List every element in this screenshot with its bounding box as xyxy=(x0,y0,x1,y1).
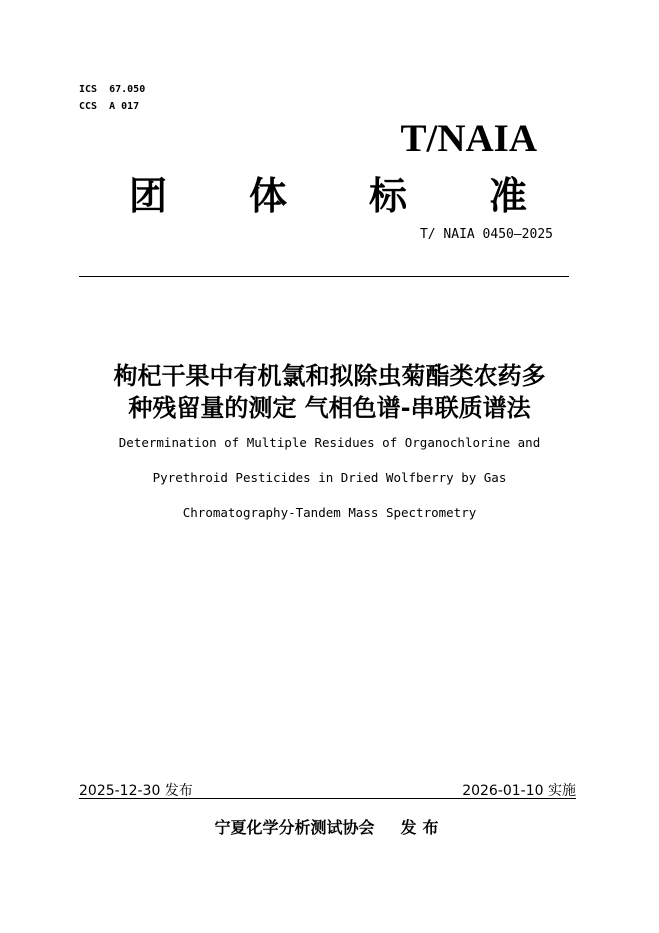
issue-date: 2025-12-30 发布 xyxy=(79,783,193,799)
english-title-line: Pyrethroid Pesticides in Dried Wolfberry by Gas xyxy=(152,470,507,485)
classification-codes xyxy=(79,81,145,115)
english-title-line: Chromatography-Tandem Mass Spectrometry xyxy=(182,505,477,520)
ccs-code: CCS A 017 xyxy=(79,101,140,112)
ics-code: ICS 67.050 xyxy=(79,84,146,95)
standard-type-heading xyxy=(128,165,528,220)
chinese-title xyxy=(0,360,659,424)
issuer-action: 发布 xyxy=(400,818,445,837)
header-divider xyxy=(79,276,569,277)
issuer-line xyxy=(0,815,659,838)
standard-type-char: 准 xyxy=(488,174,527,218)
standard-type-char: 标 xyxy=(368,174,407,218)
standard-type-char: 体 xyxy=(248,174,287,218)
implementation-date: 2026-01-10 实施 xyxy=(462,783,576,799)
standard-type-char: 团 xyxy=(128,174,167,218)
organization-code: T/NAIA xyxy=(400,117,537,160)
english-title-line: Determination of Multiple Residues of Organochlorine and xyxy=(118,435,541,450)
footer-divider xyxy=(79,798,576,799)
chinese-title-line: 种残留量的测定 气相色谱-串联质谱法 xyxy=(128,394,531,422)
english-title xyxy=(0,433,659,538)
issuer-name: 宁夏化学分析测试协会 xyxy=(214,818,375,837)
standard-number: T/ NAIA 0450—2025 xyxy=(419,227,553,242)
chinese-title-line: 枸杞干果中有机氯和拟除虫菊酯类农药多 xyxy=(113,362,546,390)
